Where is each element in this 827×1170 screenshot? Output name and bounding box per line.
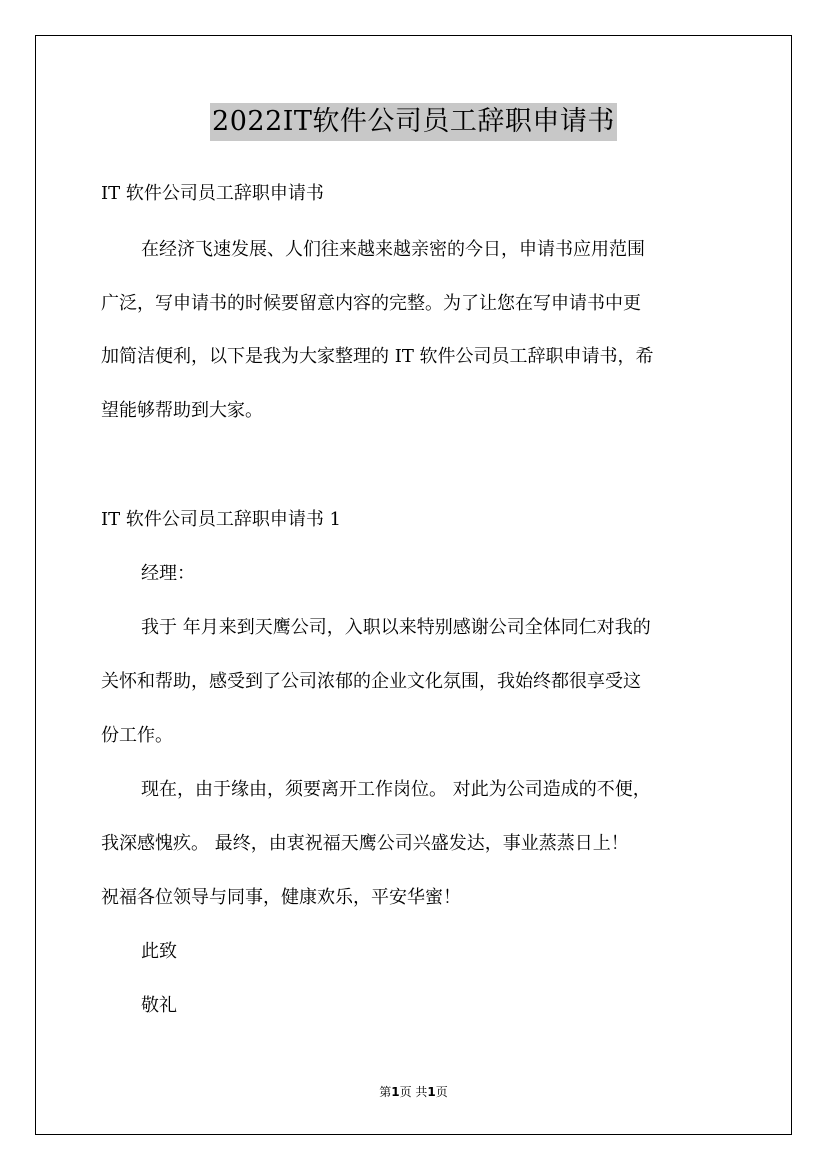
body-line: 祝福各位领导与同事，健康欢乐，平安华蜜！ [101, 887, 461, 908]
body-line: 份工作。 [101, 725, 173, 746]
page-suffix: 页 [435, 1085, 448, 1099]
title-wrap [0, 103, 827, 141]
section-title: IT 软件公司员工辞职申请书 1 [101, 509, 342, 530]
body-line: 关怀和帮助，感受到了公司浓郁的企业文化氛围，我始终都很享受这 [101, 671, 641, 692]
intro-line: 广泛，写申请书的时候要留意内容的完整。为了让您在写申请书中更 [101, 293, 641, 314]
document-heading: IT 软件公司员工辞职申请书 [101, 183, 324, 204]
page-mid: 页 共 [399, 1085, 428, 1099]
body-line: 现在，由于缘由，须要离开工作岗位。 对此为公司造成的不便， [141, 779, 651, 800]
page-number: 1 [391, 1085, 400, 1099]
page-footer [0, 1084, 827, 1100]
page-total: 1 [427, 1085, 436, 1099]
closing-line: 此致 [141, 941, 177, 962]
salutation: 经理： [141, 563, 195, 584]
page-prefix: 第 [379, 1085, 392, 1099]
intro-line: 加简洁便利，以下是我为大家整理的 IT 软件公司员工辞职申请书，希 [101, 346, 654, 367]
closing-line: 敬礼 [141, 995, 177, 1016]
intro-line: 望能够帮助到大家。 [101, 400, 263, 421]
document-title: 2022IT软件公司员工辞职申请书 [210, 103, 617, 141]
intro-line: 在经济飞速发展、人们往来越来越亲密的今日，申请书应用范围 [141, 239, 645, 260]
body-line: 我于 年月来到天鹰公司，入职以来特别感谢公司全体同仁对我的 [141, 617, 651, 638]
body-line: 我深感愧疚。 最终，由衷祝福天鹰公司兴盛发达，事业蒸蒸日上！ [101, 833, 629, 854]
